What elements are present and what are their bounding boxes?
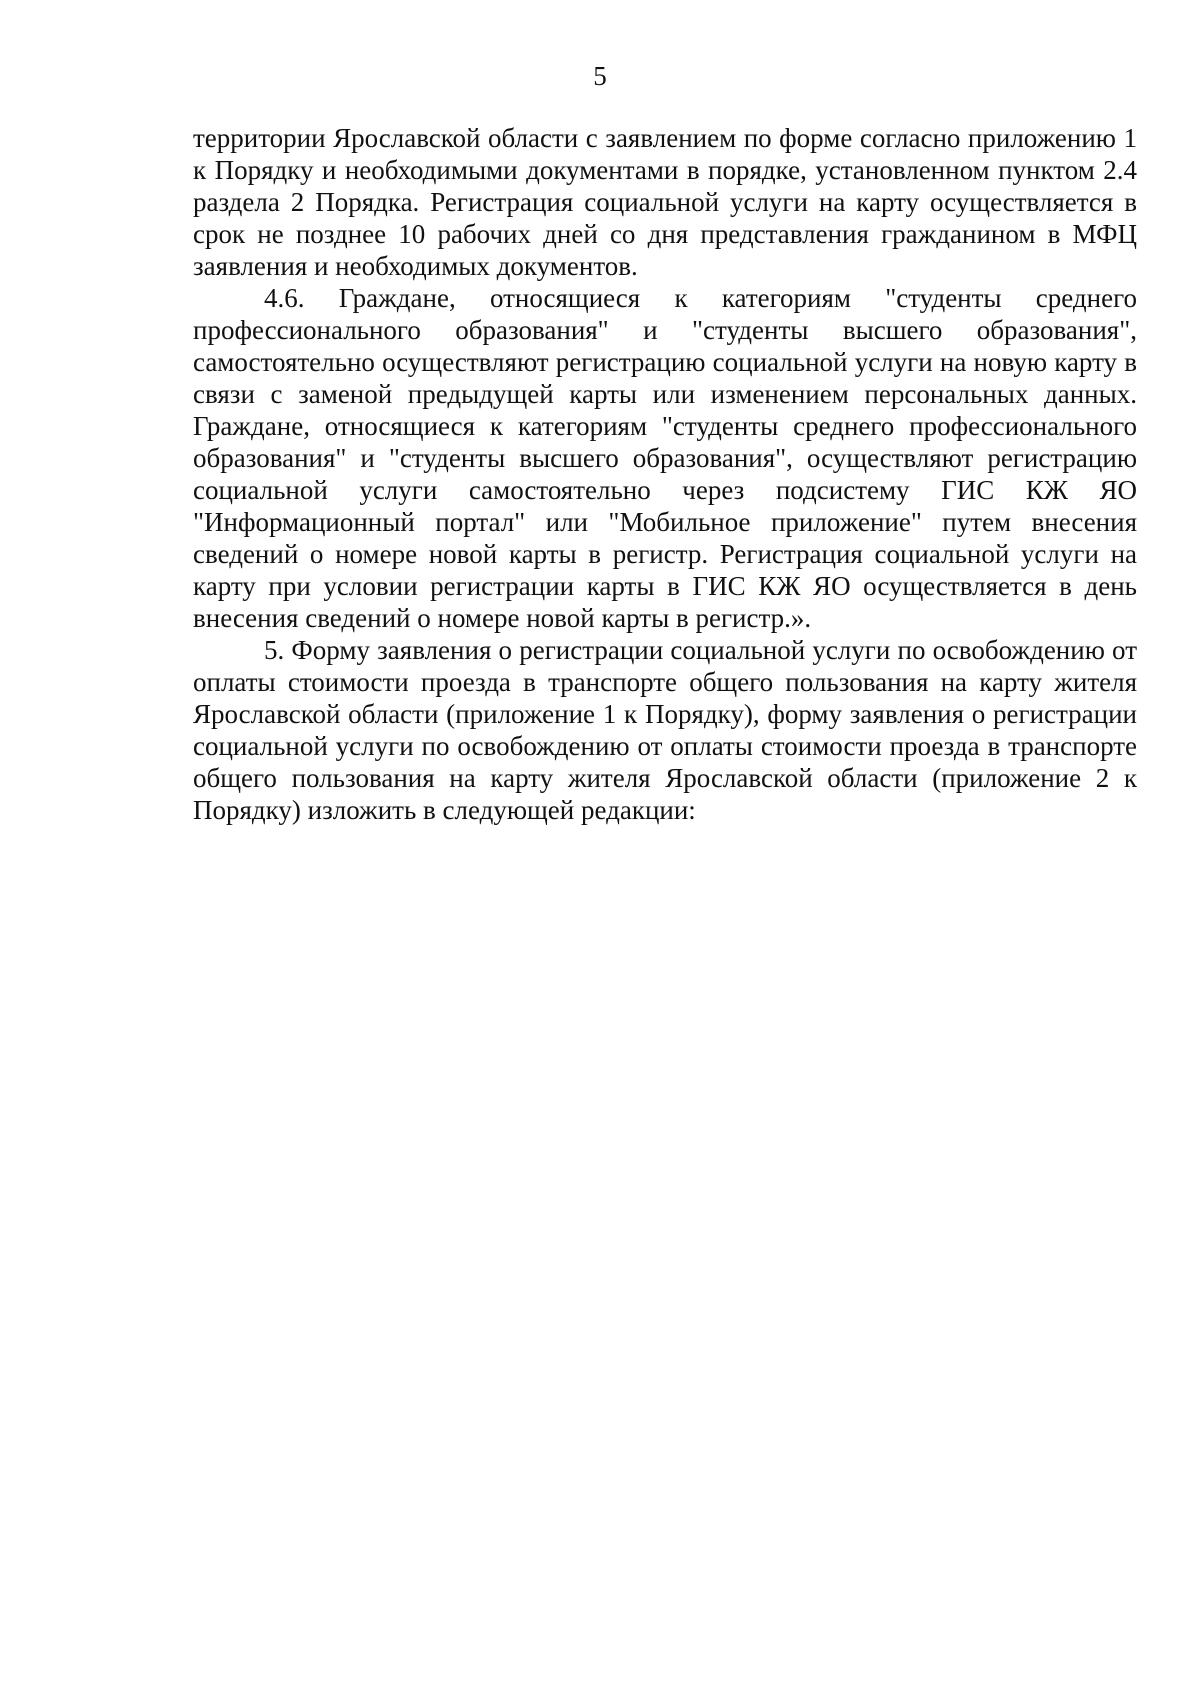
document-body bbox=[193, 122, 1137, 826]
paragraph-5: 5. Форму заявления о регистрации социальной услуги по освобождению от оплаты стоимости проезда в транспорте общего пользования на карту жителя Ярославской области (приложение 1 к Порядку), форму заявления о регистрации социальной услуги по освобождению от оплаты стоимости проезда в транспорте общего пользования на карту жителя Ярославской области (приложение 2 к Порядку) изложить в следующей редакции: bbox=[193, 635, 1137, 825]
paragraph-continuation: территории Ярославской области с заявлением по форме согласно приложению 1 к Порядку и необходимыми документами в порядке, установленном пунктом 2.4 раздела 2 Порядка. Регистрация социальной услуги на карту осуществляется в срок не позднее 10 рабочих дней со дня представления гражданином в МФЦ заявления и необходимых документов. bbox=[193, 123, 1137, 281]
page-number: 5 bbox=[593, 61, 607, 91]
paragraph-4-6: 4.6. Граждане, относящиеся к категориям "студенты среднего профессионального образования" и "студенты высшего образования", самостоятельно осуществляют регистрацию социальной услуги на новую карту в связи с заменой предыдущей карты или изменением персональных данных. Граждане, относящиеся к категориям "студенты среднего профессионального образования" и "студенты высшего образования", осуществляют регистрацию социальной услуги самостоятельно через подсистему ГИС КЖ ЯО "Информационный портал" или "Мобильное приложение" путем внесения сведений о номере новой карты в регистр. Регистрация социальной услуги на карту при условии регистрации карты в ГИС КЖ ЯО осуществляется в день внесения сведений о номере новой карты в регистр.». bbox=[193, 283, 1137, 633]
